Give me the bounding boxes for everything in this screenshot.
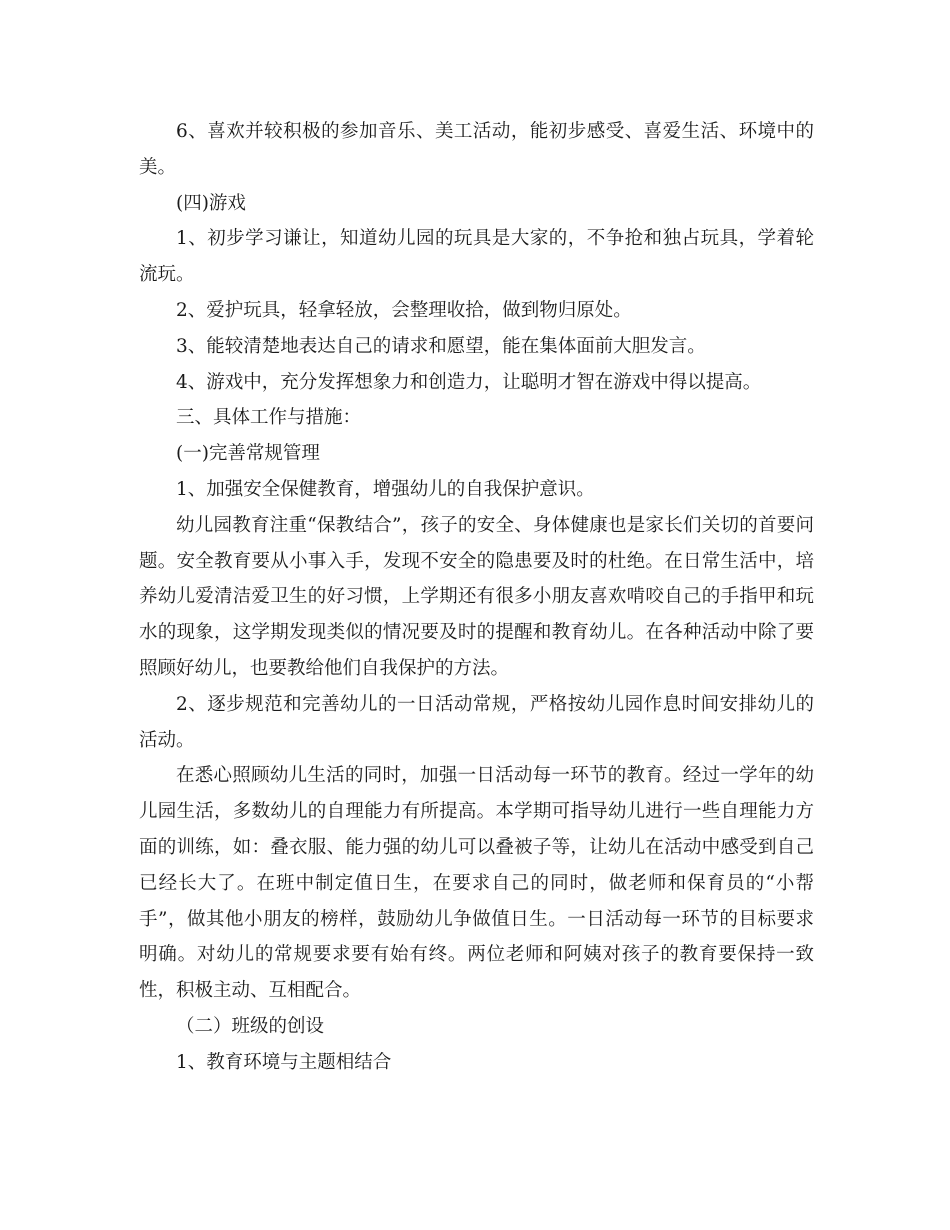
paragraph-daily-routine-item: 2、逐步规范和完善幼儿的一日活动常规，严格按幼儿园作息时间安排幼儿的活动。 (139, 693, 814, 751)
paragraph-safety-item: 1、加强安全保健教育，增强幼儿的自我保护意识。 (176, 478, 595, 500)
paragraph-safety-detail: 幼儿园教育注重“保教结合”，孩子的安全、身体健康也是家长们关切的首要问题。安全教育要从小事入手，发现不安全的隐患要及时的杜绝。在日常生活中，培养幼儿爱清洁爱卫生的好习惯，上学期还有很多小朋友喜欢啃咬自己的手指甲和玩水的现象，这学期发现类似的情况要及时的提醒和教育幼儿。在各种活动中除了要照顾好幼儿，也要教给他们自我保护的方法。 (139, 514, 814, 679)
paragraph-game-goal-1: 1、初步学习谦让，知道幼儿园的玩具是大家的，不争抢和独占玩具，学着轮流玩。 (139, 228, 814, 286)
paragraph-daily-routine-detail: 在悉心照顾幼儿生活的同时，加强一日活动每一环节的教育。经过一学年的幼儿园生活，多数幼儿的自理能力有所提高。本学期可指导幼儿进行一些自理能力方面的训练，如：叠衣服、能力强的幼儿可以叠被子等，让幼儿在活动中感受到自己已经长大了。在班中制定值日生，在要求自己的同时，做老师和保育员的“小帮手”，做其他小朋友的榜样，鼓励幼儿争做值日生。一日活动每一环节的目标要求明确。对幼儿的常规要求要有始有终。两位老师和阿姨对孩子的教育要保持一致性，积极主动、互相配合。 (139, 765, 814, 1002)
document-body (139, 114, 814, 1081)
paragraph-environment-item: 1、教育环境与主题相结合 (176, 1051, 392, 1073)
paragraph-game-goal-3: 3、能较清楚地表达自己的请求和愿望，能在集体面前大胆发言。 (176, 335, 706, 357)
subsection-heading-routine: (一)完善常规管理 (176, 443, 320, 465)
paragraph-game-goal-2: 2、爱护玩具，轻拿轻放，会整理收拾，做到物归原处。 (176, 299, 632, 321)
subsection-heading-class-setup: （二）班级的创设 (176, 1015, 325, 1037)
section-heading-games: (四)游戏 (176, 192, 246, 214)
section-heading-measures: 三、具体工作与措施： (176, 407, 362, 429)
paragraph-game-goal-4: 4、游戏中，充分发挥想象力和创造力，让聪明才智在游戏中得以提高。 (176, 371, 762, 393)
paragraph-music-art-goal: 6、喜欢并较积极的参加音乐、美工活动，能初步感受、喜爱生活、环境中的美。 (139, 121, 814, 178)
